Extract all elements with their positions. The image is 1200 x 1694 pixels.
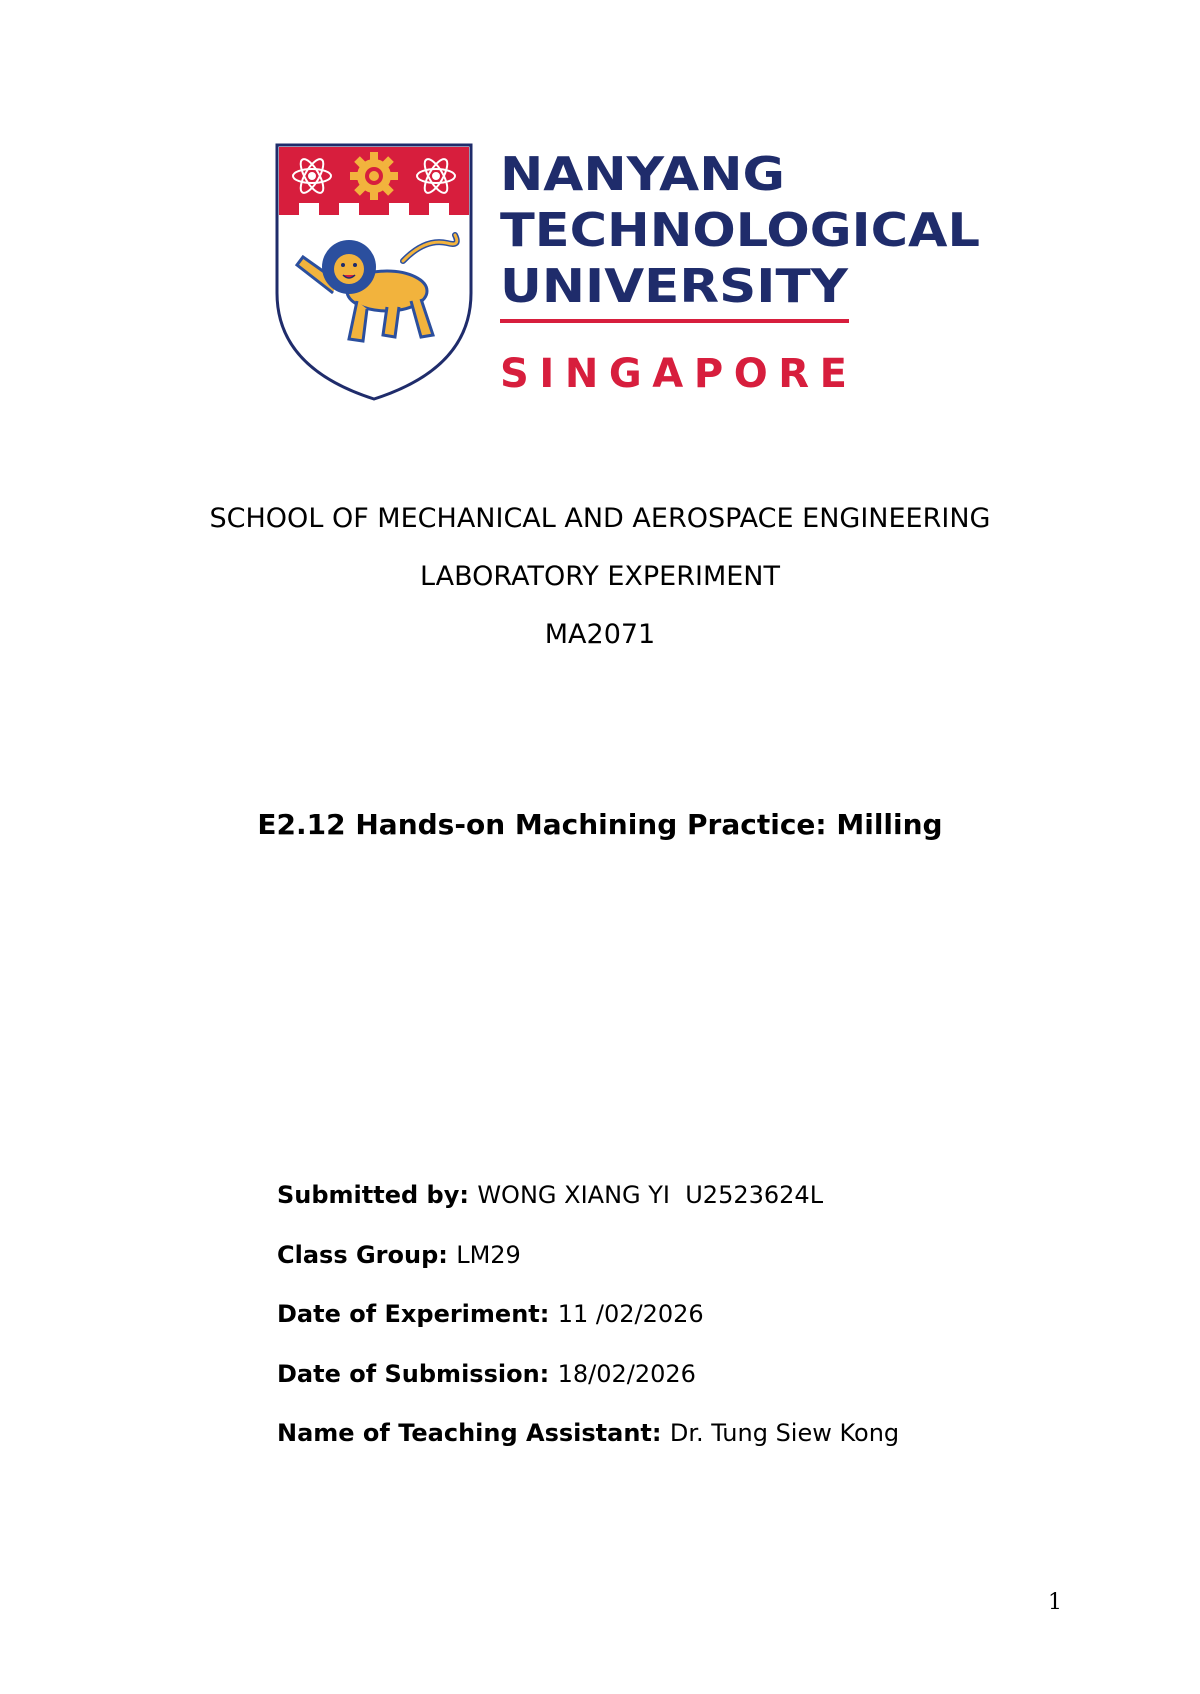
submitted-by-row [277, 1180, 1137, 1240]
logo-divider [500, 319, 849, 323]
logo-line-2: TECHNOLOGICAL [500, 203, 980, 257]
logo-line-1: NANYANG [500, 147, 785, 201]
class-group-label: Class Group: [277, 1240, 457, 1269]
experiment-date-label: Date of Experiment: [277, 1300, 558, 1328]
experiment-title: E2.12 Hands-on Machining Practice: Milling [257, 808, 943, 841]
ntu-logo [275, 143, 981, 401]
submission-date-row [277, 1359, 1137, 1419]
gear-icon [350, 152, 398, 200]
teaching-assistant-row [277, 1418, 1137, 1478]
submitted-by-value: WONG XIANG YI U2523624L [477, 1181, 824, 1209]
school-name: SCHOOL OF MECHANICAL AND AEROSPACE ENGINEERING [209, 503, 991, 534]
class-group-value: LM29 [456, 1240, 521, 1269]
ntu-crest [277, 145, 471, 399]
submission-date-label: Date of Submission: [277, 1359, 558, 1388]
teaching-assistant-label: Name of Teaching Assistant: [277, 1419, 670, 1447]
teaching-assistant-value: Dr. Tung Siew Kong [669, 1419, 900, 1447]
ntu-wordmark [500, 147, 980, 397]
course-code: MA2071 [544, 619, 656, 650]
submitted-by-label: Submitted by: [277, 1181, 478, 1209]
logo-line-4: SINGAPORE [500, 351, 847, 397]
submission-date-value: 18/02/2026 [557, 1359, 696, 1388]
submission-details [277, 1180, 1137, 1478]
document-type: LABORATORY EXPERIMENT [420, 561, 780, 592]
class-group-row [277, 1240, 1137, 1300]
experiment-date-row [277, 1299, 1137, 1359]
experiment-date-value: 11 /02/2026 [557, 1300, 704, 1328]
logo-line-3: UNIVERSITY [500, 259, 849, 313]
page-number: 1 [1048, 1590, 1062, 1615]
